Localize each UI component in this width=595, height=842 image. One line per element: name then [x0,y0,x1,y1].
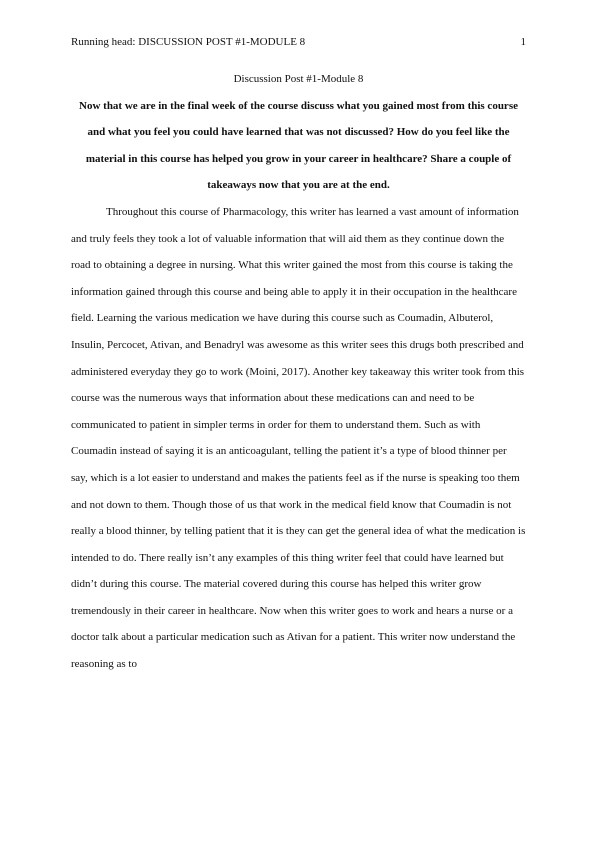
document-content [71,66,526,678]
page-number: 1 [520,36,526,48]
discussion-question: Now that we are in the final week of the course discuss what you gained most from this course and what you feel you could have learned that was not discussed? How do you feel like the material in this course has helped you grow in your career in healthcare? Share a couple of takeaways now that you are at the end. [79,99,518,192]
running-head: Running head: DISCUSSION POST #1-MODULE 8 [71,36,306,48]
document-title: Discussion Post #1-Module 8 [233,73,364,85]
body-paragraph: Throughout this course of Pharmacology, this writer has learned a vast amount of information and truly feels they took a lot of valuable information that will aid them as they continue down the road to obtaining a degree in nursing. What this writer gained the most from this course is taking the information gained through this course and being able to apply it in their occupation in the healthcare field. Learning the various medication we have during this course such as Coumadin, Albuterol, Insulin, Percocet, Ativan, and Benadryl was awesome as this writer sees this drugs both prescribed and administered everyday they go to work (Moini, 2017). Another key takeaway this writer took from this course was the numerous ways that information about these medications can and need to be communicated to patient in simpler terms in order for them to understand them. Such as with Coumadin instead of saying it is an anticoagulant, telling the patient it’s a type of blood thinner per say, which is a lot easier to understand and makes the patients feel as if the nurse is speaking too them and not down to them. Though those of us that work in the medical field know that Coumadin is not really a blood thinner, by telling patient that it is they can get the general idea of what the medication is intended to do. There really isn’t any examples of this thing writer feel that could have learned but didn’t during this course. The material covered during this course has helped this writer grow tremendously in their career in healthcare. Now when this writer goes to work and hears a nurse or a doctor talk about a particular medication such as Ativan for a patient. This writer now understand the reasoning as to [71,205,526,671]
